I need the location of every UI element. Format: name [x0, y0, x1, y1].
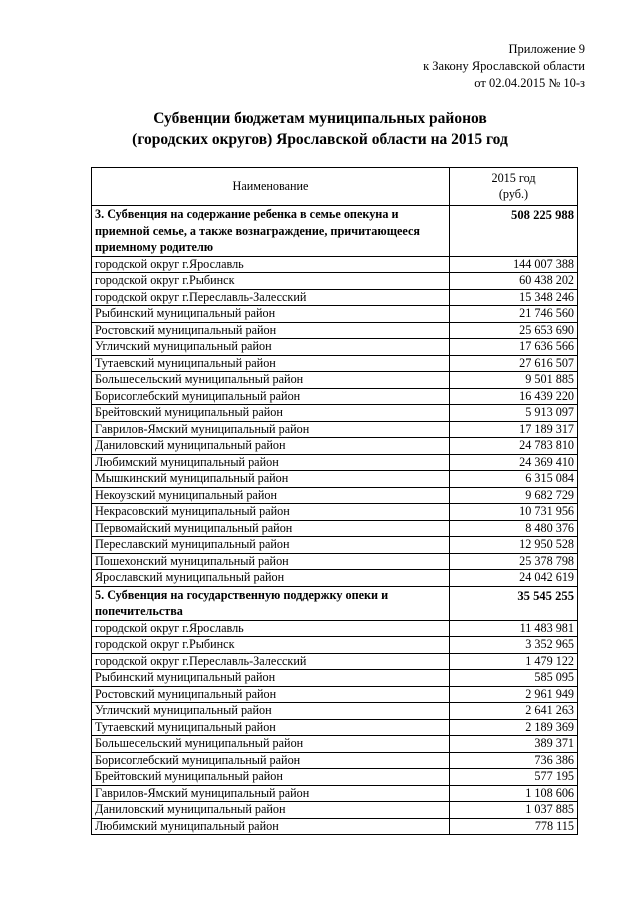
subvention-amount: 1 479 122 — [450, 653, 578, 670]
table-row — [92, 388, 578, 405]
annex-number: Приложение 9 — [508, 42, 585, 56]
municipality-name: Гаврилов-Ямский муниципальный район — [92, 785, 450, 802]
subvention-amount: 5 913 097 — [450, 405, 578, 422]
municipality-name: Угличский муниципальный район — [92, 339, 450, 356]
section-row — [92, 586, 578, 620]
section-total: 35 545 255 — [450, 586, 578, 620]
subvention-amount: 17 636 566 — [450, 339, 578, 356]
municipality-name: Гаврилов-Ямский муниципальный район — [92, 421, 450, 438]
municipality-name: Мышкинский муниципальный район — [92, 471, 450, 488]
subvention-amount: 3 352 965 — [450, 637, 578, 654]
table-row — [92, 553, 578, 570]
municipality-name: Даниловский муниципальный район — [92, 802, 450, 819]
table-row — [92, 256, 578, 273]
table-row — [92, 537, 578, 554]
table-row — [92, 686, 578, 703]
table-row — [92, 471, 578, 488]
table-row — [92, 802, 578, 819]
municipality-name: Рыбинский муниципальный район — [92, 306, 450, 323]
table-body — [92, 206, 578, 835]
column-header-unit: (руб.) — [498, 186, 529, 201]
column-header-name: Наименование — [92, 168, 450, 206]
municipality-name: городской округ г.Рыбинск — [92, 273, 450, 290]
table-row — [92, 355, 578, 372]
municipality-name: Большесельский муниципальный район — [92, 736, 450, 753]
municipality-name: городской округ г.Ярославль — [92, 256, 450, 273]
municipality-name: городской округ г.Рыбинск — [92, 637, 450, 654]
subvention-amount: 17 189 317 — [450, 421, 578, 438]
table-row — [92, 421, 578, 438]
table-row — [92, 289, 578, 306]
table-row — [92, 736, 578, 753]
subvention-amount: 144 007 388 — [450, 256, 578, 273]
annex-date: от 02.04.2015 № 10-з — [474, 76, 585, 90]
table-row — [92, 322, 578, 339]
table-row — [92, 339, 578, 356]
subvention-amount: 8 480 376 — [450, 520, 578, 537]
title-line-1: Субвенции бюджетам муниципальных районов — [153, 110, 487, 127]
subvention-amount: 1 108 606 — [450, 785, 578, 802]
subvention-amount: 27 616 507 — [450, 355, 578, 372]
document-title — [0, 108, 640, 150]
municipality-name: Тутаевский муниципальный район — [92, 355, 450, 372]
table-row — [92, 785, 578, 802]
table-row — [92, 719, 578, 736]
subvention-amount: 11 483 981 — [450, 620, 578, 637]
municipality-name: Борисоглебский муниципальный район — [92, 752, 450, 769]
section-total: 508 225 988 — [450, 206, 578, 257]
table-row — [92, 637, 578, 654]
table-row — [92, 752, 578, 769]
title-line-2: (городских округов) Ярославской области на 2015 год — [132, 131, 508, 148]
table-row — [92, 520, 578, 537]
subvention-amount: 24 369 410 — [450, 454, 578, 471]
table-row — [92, 769, 578, 786]
table-row — [92, 670, 578, 687]
table-row — [92, 504, 578, 521]
municipality-name: городской округ г.Ярославль — [92, 620, 450, 637]
subvention-amount: 389 371 — [450, 736, 578, 753]
table-header-row — [92, 168, 578, 206]
municipality-name: Рыбинский муниципальный район — [92, 670, 450, 687]
table-row — [92, 438, 578, 455]
municipality-name: Борисоглебский муниципальный район — [92, 388, 450, 405]
subvention-amount: 585 095 — [450, 670, 578, 687]
subvention-amount: 778 115 — [450, 818, 578, 835]
column-header-year-label: 2015 год — [491, 171, 536, 185]
subvention-amount: 2 189 369 — [450, 719, 578, 736]
subvention-amount: 2 961 949 — [450, 686, 578, 703]
subvention-amount: 16 439 220 — [450, 388, 578, 405]
annex-reference — [423, 41, 585, 92]
table-row — [92, 818, 578, 835]
column-header-year — [450, 168, 578, 206]
subvention-amount: 24 042 619 — [450, 570, 578, 587]
section-row — [92, 206, 578, 257]
municipality-name: Пошехонский муниципальный район — [92, 553, 450, 570]
subvention-amount: 60 438 202 — [450, 273, 578, 290]
subvention-amount: 24 783 810 — [450, 438, 578, 455]
subvention-amount: 10 731 956 — [450, 504, 578, 521]
municipality-name: Некоузский муниципальный район — [92, 487, 450, 504]
subvention-amount: 577 195 — [450, 769, 578, 786]
subvention-amount: 15 348 246 — [450, 289, 578, 306]
subvention-amount: 9 682 729 — [450, 487, 578, 504]
municipality-name: Угличский муниципальный район — [92, 703, 450, 720]
table-row — [92, 372, 578, 389]
municipality-name: Переславский муниципальный район — [92, 537, 450, 554]
table-row — [92, 454, 578, 471]
subvention-amount: 21 746 560 — [450, 306, 578, 323]
subvention-amount: 1 037 885 — [450, 802, 578, 819]
municipality-name: Любимский муниципальный район — [92, 818, 450, 835]
municipality-name: Ростовский муниципальный район — [92, 686, 450, 703]
municipality-name: Большесельский муниципальный район — [92, 372, 450, 389]
table-row — [92, 306, 578, 323]
subvention-amount: 25 653 690 — [450, 322, 578, 339]
table-row — [92, 570, 578, 587]
municipality-name: Тутаевский муниципальный район — [92, 719, 450, 736]
section-title: 3. Субвенция на содержание ребенка в семье опекуна и приемной семье, а также вознаграждение, причитающееся приемному родителю — [92, 206, 450, 257]
municipality-name: Даниловский муниципальный район — [92, 438, 450, 455]
subventions-table — [91, 167, 578, 835]
subvention-amount: 9 501 885 — [450, 372, 578, 389]
annex-law: к Закону Ярославской области — [423, 59, 585, 73]
municipality-name: городской округ г.Переславль-Залесский — [92, 289, 450, 306]
municipality-name: Брейтовский муниципальный район — [92, 769, 450, 786]
table-row — [92, 703, 578, 720]
municipality-name: Любимский муниципальный район — [92, 454, 450, 471]
subvention-amount: 12 950 528 — [450, 537, 578, 554]
table-row — [92, 405, 578, 422]
municipality-name: городской округ г.Переславль-Залесский — [92, 653, 450, 670]
municipality-name: Брейтовский муниципальный район — [92, 405, 450, 422]
municipality-name: Ростовский муниципальный район — [92, 322, 450, 339]
subvention-amount: 2 641 263 — [450, 703, 578, 720]
municipality-name: Первомайский муниципальный район — [92, 520, 450, 537]
subvention-amount: 6 315 084 — [450, 471, 578, 488]
subvention-amount: 736 386 — [450, 752, 578, 769]
table-row — [92, 273, 578, 290]
municipality-name: Ярославский муниципальный район — [92, 570, 450, 587]
table-row — [92, 653, 578, 670]
municipality-name: Некрасовский муниципальный район — [92, 504, 450, 521]
section-title: 5. Субвенция на государственную поддержку опеки и попечительства — [92, 586, 450, 620]
subvention-amount: 25 378 798 — [450, 553, 578, 570]
table-row — [92, 487, 578, 504]
table-row — [92, 620, 578, 637]
